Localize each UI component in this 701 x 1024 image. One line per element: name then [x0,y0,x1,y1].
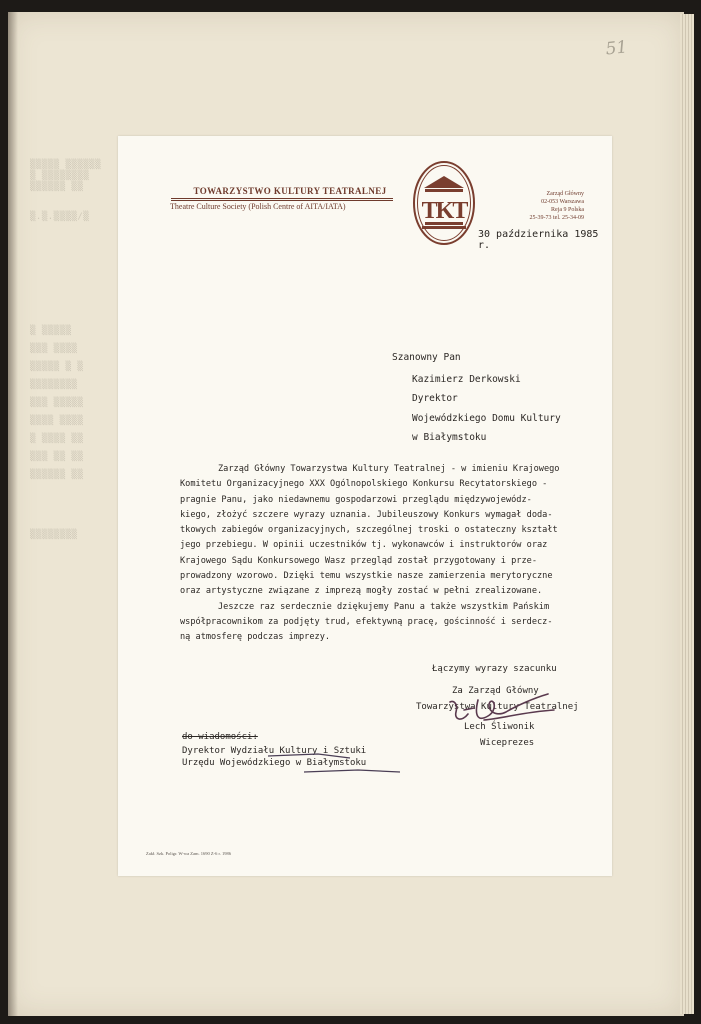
body-line: Zarząd Główny Towarzystwa Kultury Teatralnej - w imieniu Krajowego [218,464,560,474]
letter-sheet [118,136,612,876]
closing-greeting: Łączymy wyrazy szacunku [432,664,557,674]
show-through-text: ▒▒▒▒▒ ▒▒▒▒▒▒ ▒ ▒▒▒▒▒▒▒▒ ▒▒▒▒▒▒ ▒▒ [30,160,102,192]
logo-text: TKT [421,198,467,224]
letter-body [180,462,620,646]
body-line: jego przebiegu. W opinii uczestników tj. wykonawców i instruktorów oraz [180,540,548,551]
letterhead-address [484,190,584,222]
address-line: Reja 9 Polska [551,207,584,213]
body-line: oraz artystyczne związane z imprezą mogły zostać w pełni zrealizowane. [180,586,543,597]
body-line: tkowych zabiegów organizacyjnych, szczególnej troski o ostateczny kształt [180,525,558,536]
cc-label: do wiadomości: [182,732,258,742]
address-line: Zarząd Główny [546,191,584,197]
cc-line: Dyrektor Wydziału Kultury i Sztuki [182,746,367,756]
body-line: współpracownikom za podjęty trud, efektywną pracę, gościnność i serdecz- [180,616,553,627]
body-line: Jeszcze raz serdecznie dziękujemy Panu a także wszystkim Pańskim [218,601,550,612]
show-through-text: ▒.▒.▒▒▒▒/▒ [30,212,90,222]
binding-shadow [8,12,18,1016]
page-edges [680,14,694,1014]
body-line: ną atmosferę podczas imprezy. [180,632,331,643]
recipient-title: Dyrektor [412,393,458,404]
letterhead-rule [171,198,393,199]
address-line: 02-053 Warszawa [541,199,584,205]
printer-imprint: Zakł. Szk. Poligr. W-wa Zam. 1690 Z-6 r. 1986 [146,851,232,856]
signer-title: Wiceprezes [480,738,535,748]
letter-date: 30 października 1985 r. [478,229,599,251]
closing-line: Za Zarząd Główny [452,686,539,696]
show-through-text: ▒ ▒▒▒▒▒ ▒▒▒ ▒▒▒▒ ▒▒▒▒▒ ▒ ▒ ▒▒▒▒▒▒▒▒ ▒▒▒ ▒▒▒▒▒ ▒▒▒▒ ▒▒▒▒ ▒ ▒▒▒▒ ▒▒ ▒▒▒ ▒▒ ▒▒ ▒▒▒▒▒▒ ▒▒ [30,326,84,480]
page-number: 51 [604,37,629,60]
closing-line: Towarzystwa Kultury Teatralnej [416,702,579,712]
recipient-salutation: Szanowny Pan [392,352,461,363]
body-line: Krajowego Sądu Konkursowego Wasz przegląd został przygotowany i prze- [180,555,537,566]
recipient-city: w Białymstoku [412,432,487,443]
org-subtitle: Theatre Culture Society (Polish Centre of AITA/IATA) [170,202,346,211]
body-line: pragnie Panu, jako niedawnemu gospodarzowi przeglądu międzywojewódz- [180,494,532,505]
letterhead-rule [171,200,393,201]
tkt-logo [412,160,476,246]
org-name: TOWARZYSTWO KULTURY TEATRALNEJ [193,186,387,196]
body-line: kiego, złożyć szczere wyrazy uznania. Jubileuszowy Konkurs wymagał doda- [180,509,553,520]
body-line: prowadzony wzorowo. Dzięki temu wszystkie nasze zamierzenia merytoryczne [180,571,553,582]
address-line: 25-39-73 tel. 25-34-09 [529,215,584,221]
recipient-institution: Wojewódzkiego Domu Kultury [412,413,561,424]
cc-line: Urzędu Wojewódzkiego w Białymstoku [182,758,367,768]
show-through-text: ▒▒▒▒▒▒▒▒ [30,530,78,540]
body-line: Komitetu Organizacyjnego XXX Ogólnopolskiego Konkursu Recytatorskiego - [180,479,548,490]
recipient-name: Kazimierz Derkowski [412,374,521,385]
signer-name: Lech Śliwonik [464,722,535,732]
